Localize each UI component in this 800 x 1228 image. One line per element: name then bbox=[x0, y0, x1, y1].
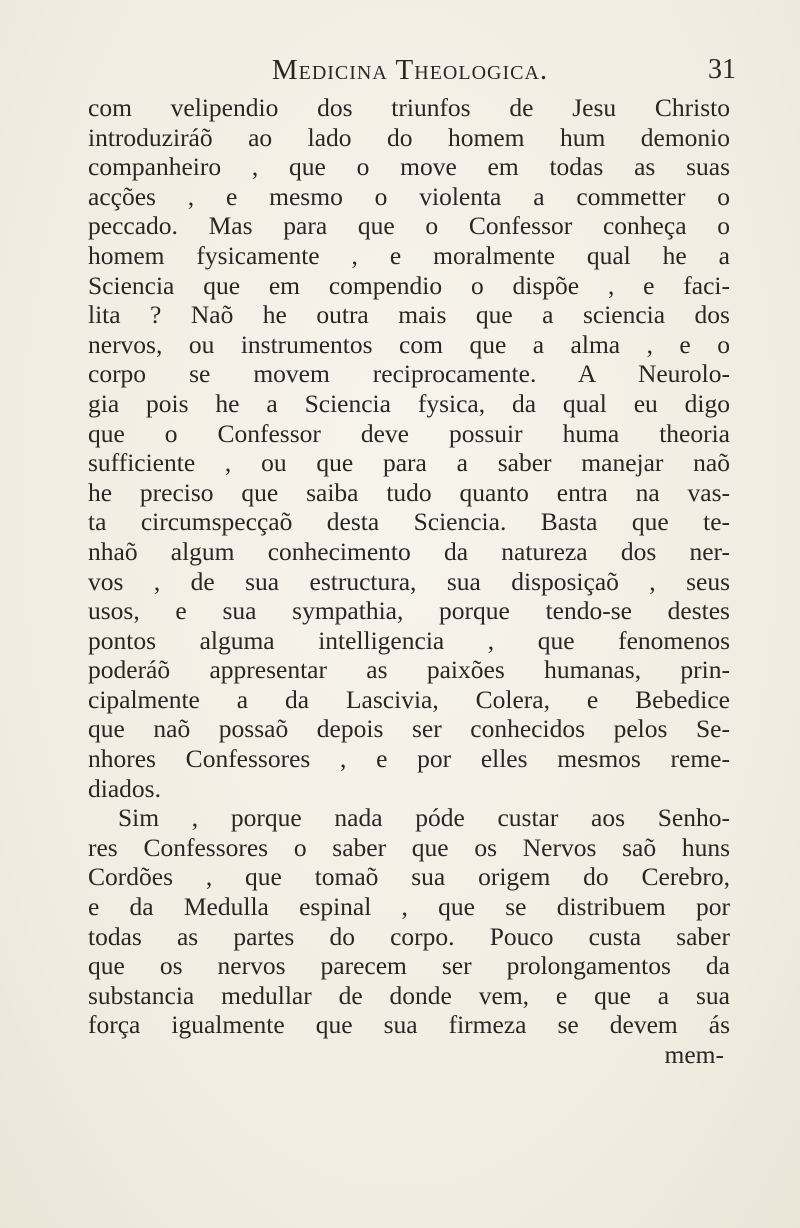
text-line: nervos, ou instrumentos com que a alma , e o bbox=[88, 329, 730, 359]
text-line: força igualmente que sua firmeza se devem ás bbox=[88, 1010, 730, 1040]
text-line: que o Confessor deve possuir huma theoria bbox=[88, 418, 730, 448]
text-line: que os nervos parecem ser prolongamentos da bbox=[88, 951, 730, 981]
text-line: peccado. Mas para que o Confessor conheça o bbox=[88, 211, 730, 241]
body-text bbox=[88, 93, 730, 1070]
text-line: homem fysicamente , e moralmente qual he a bbox=[88, 240, 730, 270]
text-line: poderáõ appresentar as paixões humanas, prin- bbox=[88, 655, 730, 685]
text-line: gia pois he a Sciencia fysica, da qual eu digo bbox=[88, 388, 730, 418]
text-line: que naõ possaõ depois ser conhecidos pelos Se- bbox=[88, 714, 730, 744]
text-line: nhores Confessores , e por elles mesmos reme- bbox=[88, 744, 730, 774]
text-line: acções , e mesmo o violenta a commetter o bbox=[88, 181, 730, 211]
page-number: 31 bbox=[708, 54, 736, 85]
text-line: sufficiente , ou que para a saber manejar naõ bbox=[88, 448, 730, 478]
text-line: he preciso que saiba tudo quanto entra na vas- bbox=[88, 477, 730, 507]
page-header bbox=[90, 52, 736, 88]
text-line: substancia medullar de donde vem, e que a sua bbox=[88, 980, 730, 1010]
text-line: ta circumspecçaõ desta Sciencia. Basta que te- bbox=[88, 507, 730, 537]
text-line: lita ? Naõ he outra mais que a sciencia dos bbox=[88, 300, 730, 330]
text-line: com velipendio dos triunfos de Jesu Christo bbox=[88, 93, 730, 122]
text-line-paragraph-end: diados. bbox=[88, 773, 161, 803]
running-title: Medicina Theologica. bbox=[271, 54, 549, 86]
text-line: e da Medulla espinal , que se distribuem por bbox=[88, 892, 730, 922]
text-line: todas as partes do corpo. Pouco custa saber bbox=[88, 921, 730, 951]
text-line: res Confessores o saber que os Nervos saõ huns bbox=[88, 832, 730, 862]
text-line: usos, e sua sympathia, porque tendo-se destes bbox=[88, 596, 730, 626]
text-line: cipalmente a da Lascivia, Colera, e Bebedice bbox=[88, 684, 730, 714]
text-line: pontos alguma intelligencia , que fenomenos bbox=[88, 625, 730, 655]
text-line: nhaõ algum conhecimento da natureza dos ner- bbox=[88, 536, 730, 566]
catchword: mem- bbox=[664, 1040, 724, 1069]
text-line: companheiro , que o move em todas as suas bbox=[88, 152, 730, 182]
text-line: vos , de sua estructura, sua disposiçaõ , seus bbox=[88, 566, 730, 596]
text-line: corpo se movem reciprocamente. A Neurolo- bbox=[88, 359, 730, 389]
text-line: Cordões , que tomaõ sua origem do Cerebro, bbox=[88, 862, 730, 892]
text-line: Sciencia que em compendio o dispõe , e faci- bbox=[88, 270, 730, 300]
text-line-paragraph-start: Sim , porque nada póde custar aos Senho- bbox=[118, 803, 730, 833]
text-line: introduziráõ ao lado do homem hum demonio bbox=[88, 122, 730, 152]
